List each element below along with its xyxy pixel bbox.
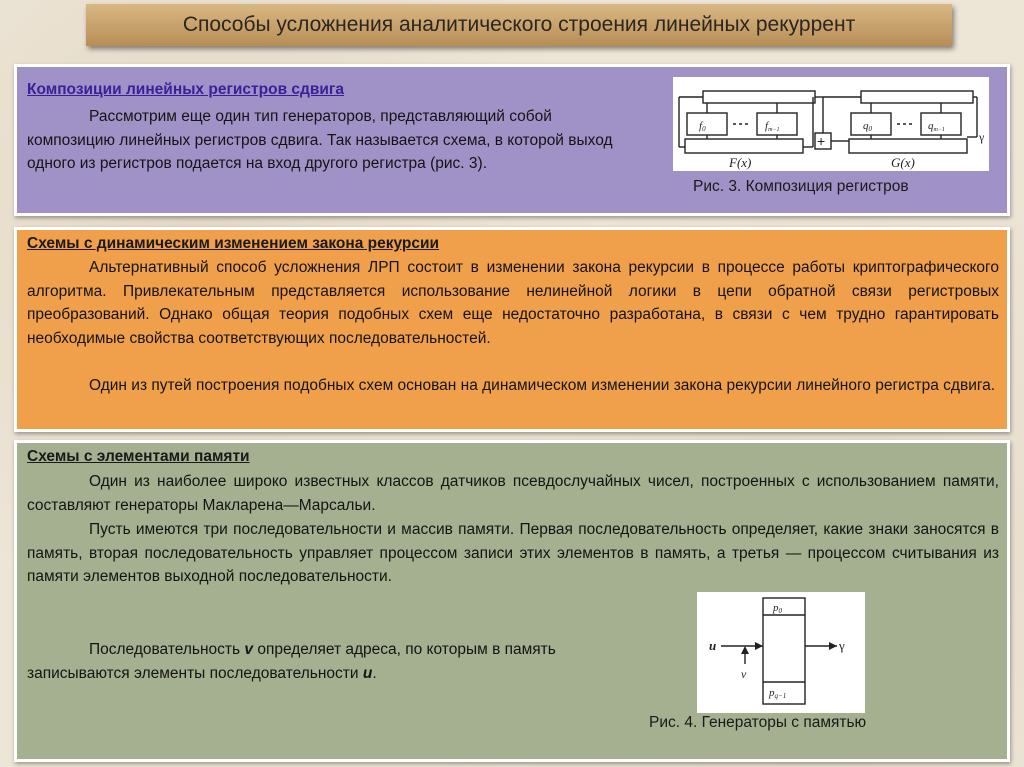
label-fx: F(x) bbox=[729, 155, 752, 170]
label-output: γ bbox=[839, 638, 845, 653]
section-paragraph: Последовательность v определяет адреса, по которым в память записываются элементы последовательности u. bbox=[27, 641, 556, 682]
variable-u: u bbox=[362, 664, 373, 682]
section-paragraph: Пусть имеются три последовательности и массив памяти. Первая последовательность определяет, какие знаки заносятся в память, вторая последовательность управляет процессом записи этих элементов в память, а третья — процессом считывания из памяти элементов выходной последовательности. bbox=[27, 521, 999, 585]
label-u: u bbox=[709, 638, 717, 653]
figure-caption: Рис. 3. Композиция регистров bbox=[693, 178, 909, 195]
register-composition-diagram bbox=[673, 77, 989, 171]
label-fm: fm−1 bbox=[765, 120, 780, 133]
figure-memory-generator bbox=[697, 592, 865, 713]
label-q0: q0 bbox=[863, 120, 872, 133]
section-heading: Композиции линейных регистров сдвига bbox=[27, 81, 345, 98]
slide-title-bar bbox=[86, 4, 952, 46]
section-heading: Схемы с элементами памяти bbox=[27, 448, 250, 465]
label-p0: p0 bbox=[773, 602, 782, 615]
section-paragraph: Альтернативный способ усложнения ЛРП состоит в изменении закона рекурсии в процессе работы криптографического алгоритма. Привлекательным представляется использование нелинейной логики в цепи обратной связи регистровых преобразований. Однако общая теория подобных схем еще недостаточно разработана, в связи с чем трудно гарантировать необходимые свойства соответствующих последовательностей. bbox=[27, 259, 999, 347]
label-f0: f0 bbox=[699, 120, 706, 133]
section-composition-panel bbox=[14, 64, 1010, 216]
label-output: γ bbox=[979, 130, 985, 144]
section-heading: Схемы с динамическим изменением закона рекурсии bbox=[27, 235, 440, 252]
section-text: Рассмотрим еще один тип генераторов, представляющий собой композицию линейных регистров сдвига. Так называется схема, в которой выход одного из регистров подается на вход другого регистра (рис. 3). bbox=[27, 108, 613, 172]
figure-caption: Рис. 4. Генераторы с памятью bbox=[649, 714, 867, 731]
section-memory-panel bbox=[14, 440, 1010, 762]
figure-register-composition bbox=[673, 77, 989, 171]
section-paragraph: Один из путей построения подобных схем основан на динамическом изменении закона рекурсии линейного регистра сдвига. bbox=[89, 377, 996, 394]
variable-v: v bbox=[244, 641, 254, 658]
section-dynamic-recursion-panel bbox=[14, 227, 1010, 432]
slide-title: Способы усложнения аналитического строения линейных рекуррент bbox=[182, 13, 856, 36]
label-v: v bbox=[741, 667, 747, 681]
label-gx: G(x) bbox=[891, 155, 915, 170]
memory-generator-diagram bbox=[697, 592, 865, 713]
label-pq: pq−1 bbox=[769, 687, 787, 700]
label-plus: + bbox=[817, 133, 826, 149]
label-qm: qm−1 bbox=[928, 120, 945, 133]
section-paragraph: Один из наиболее широко известных классов датчиков псевдослучайных чисел, построенных с использованием памяти, составляют генераторы Макларена—Марсальи. bbox=[27, 473, 999, 514]
